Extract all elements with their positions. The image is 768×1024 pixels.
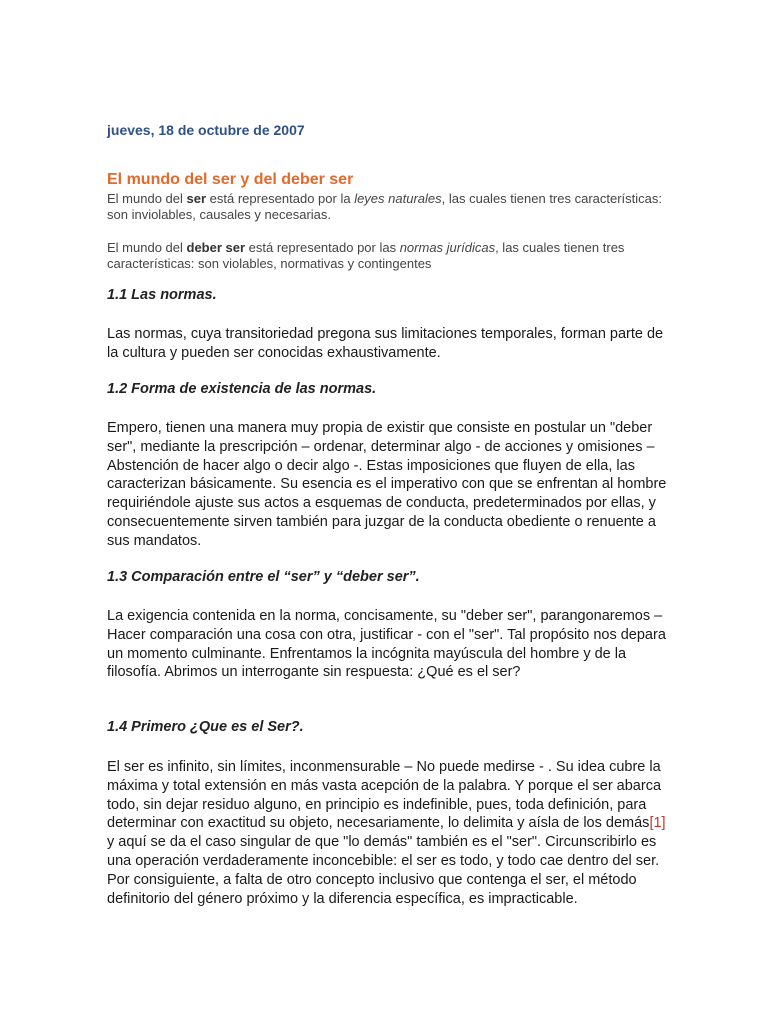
intro-text: , las cuales tienen tres características: son inviolables, causales y necesarias. (107, 191, 663, 222)
intro-italic-term: leyes naturales (354, 191, 442, 206)
section-body-1-2: Empero, tienen una manera muy propia de existir que consiste en postular un "deber ser", mediante la prescripción – ordenar, determinar algo - de acciones y omisiones – Abstención de hacer algo o decir algo -. Estas imposiciones que fluyen de ella, las caracterizan básicamente. Su esencia es el imperativo con que se enfrentan al hombre requiriéndole ajuste sus actos a esquemas de conducta, predeterminados por ellas, y consecuentemente sirven también para juzgar de la conducta obediente o renuente a sus mandatos. (107, 420, 667, 549)
section-heading-1-4: 1.4 Primero ¿Que es el Ser?. (107, 719, 304, 735)
section-body-1-3: La exigencia contenida en la norma, concisamente, su "deber ser", parangonaremos – Hacer comparación una cosa con otra, justificar - con el "ser". Tal propósito nos depara un momento culminante. Enfrentamos la incógnita mayúscula del hombre y de la filosofía. Abrimos un interrogante sin respuesta: ¿Qué es el ser? (107, 608, 666, 681)
intro-text: está representado por las (245, 240, 400, 255)
section-body-text: y aquí se da el caso singular de que "lo demás" también es el "ser". Circunscribirlo es una operación verdaderamente inconcebible: el ser es todo, y todo cae dentro del ser. Por consiguiente, a falta de otro concepto inclusivo que contenga el ser, el método definitorio del género próximo y la diferencia específica, es impracticable. (107, 834, 660, 907)
section-heading-1-2: 1.2 Forma de existencia de las normas. (107, 381, 377, 397)
section-heading-1-1: 1.1 Las normas. (107, 287, 217, 303)
intro-text: está representado por la (206, 191, 355, 206)
section-body-1-1: Las normas, cuya transitoriedad pregona sus limitaciones temporales, forman parte de la cultura y pueden ser conocidas exhaustivamente. (107, 326, 664, 361)
intro-text: El mundo del (107, 191, 187, 206)
post-title: El mundo del ser y del deber ser (107, 171, 354, 188)
section-body-text: El ser es infinito, sin límites, inconmensurable – No puede medirse - . Su idea cubre la máxima y total extensión en más vasta acepción de la palabra. Y porque el ser abarca todo, sin dejar residuo alguno, en principio es indefinible, pues, toda definición, para determinar con exactitud su objeto, necesariamente, lo delimita y aísla de los demás (107, 759, 662, 832)
section-heading-1-3: 1.3 Comparación entre el “ser” y “deber ser”. (107, 569, 420, 585)
intro-italic-term: normas jurídicas (399, 240, 496, 255)
intro-bold-term: deber ser (186, 240, 246, 255)
section-body-1-4 (107, 758, 667, 908)
intro-bold-term: ser (186, 191, 207, 206)
intro-text: , las cuales tienen tres características: son violables, normativas y contingentes (107, 240, 625, 271)
intro-paragraph-deber-ser (107, 240, 667, 272)
intro-paragraph-ser (107, 191, 667, 223)
post-date: jueves, 18 de octubre de 2007 (107, 122, 305, 138)
intro-text: El mundo del (107, 240, 187, 255)
footnote-link[interactable]: [1] (649, 815, 666, 832)
